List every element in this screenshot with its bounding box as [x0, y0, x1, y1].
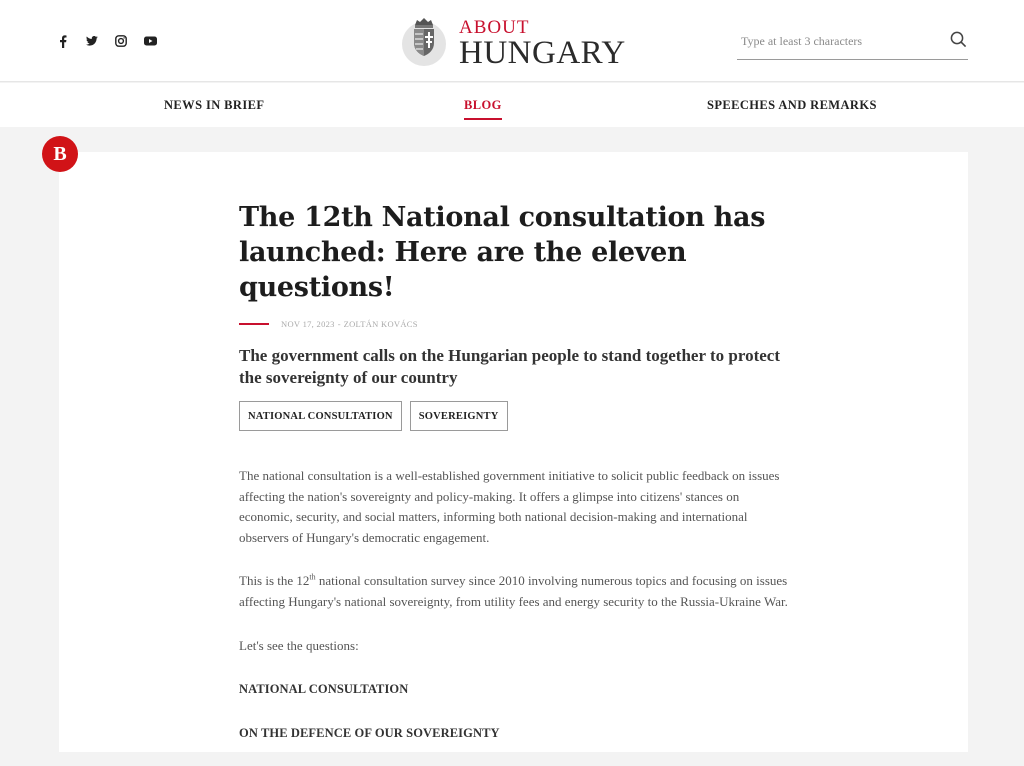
article-date: NOV 17, 2023	[281, 319, 335, 329]
facebook-icon[interactable]	[56, 34, 70, 48]
meta-accent-line	[239, 323, 269, 325]
nav-speeches-and-remarks[interactable]: SPEECHES AND REMARKS	[707, 98, 877, 112]
article-body	[239, 466, 791, 743]
article	[239, 200, 799, 766]
main-navigation	[0, 83, 1024, 127]
site-logo[interactable]	[401, 12, 626, 70]
logo-hungary-text: HUNGARY	[459, 35, 626, 71]
article-meta	[239, 317, 799, 331]
search-input[interactable]	[737, 26, 937, 56]
tag-sovereignty[interactable]: SOVEREIGNTY	[410, 401, 508, 431]
nav-news-in-brief[interactable]: NEWS IN BRIEF	[164, 98, 265, 112]
twitter-icon[interactable]	[85, 34, 99, 48]
section-heading: NATIONAL CONSULTATION	[239, 682, 409, 697]
site-header	[0, 0, 1024, 82]
article-tags	[239, 401, 799, 431]
nav-blog[interactable]: BLOG	[464, 98, 502, 112]
search-icon[interactable]	[950, 31, 968, 49]
article-lead: The government calls on the Hungarian people to stand together to protect the sovereignty of our country	[239, 346, 780, 387]
ordinal-suffix: th	[309, 573, 316, 583]
youtube-icon[interactable]	[143, 34, 157, 48]
article-author[interactable]: ZOLTÁN KOVÁCS	[343, 319, 418, 329]
meta-separator: -	[337, 319, 341, 329]
social-links	[56, 34, 157, 48]
hungarian-coat-of-arms-emblem	[401, 13, 447, 69]
section-heading: ON THE DEFENCE OF OUR SOVEREIGNTY	[239, 725, 500, 740]
body-paragraph	[239, 571, 791, 612]
paragraph-text: This is the 12	[239, 573, 310, 589]
paragraph-text: national consultation survey since 2010 involving numerous topics and focusing on issues affecting Hungary's national sovereignty, from utility fees and energy security to the Russia-Ukraine War.	[239, 573, 788, 609]
search-box	[737, 26, 968, 60]
tag-national-consultation[interactable]: NATIONAL CONSULTATION	[239, 401, 402, 431]
body-paragraph: Let's see the questions:	[239, 637, 359, 653]
body-paragraph: The national consultation is a well-established government initiative to solicit public feedback on issues affecting the nation's sovereignty and policy-making. It offers a glimpse into citizens' stances on economic, security, and social matters, informing both national decision-making and international observers of Hungary's democratic engagement.	[239, 468, 780, 545]
instagram-icon[interactable]	[114, 34, 128, 48]
section-badge: B	[42, 136, 78, 172]
logo-about-text: ABOUT	[459, 17, 530, 38]
article-title: The 12th National consultation has launched: Here are the eleven questions!	[239, 202, 766, 303]
